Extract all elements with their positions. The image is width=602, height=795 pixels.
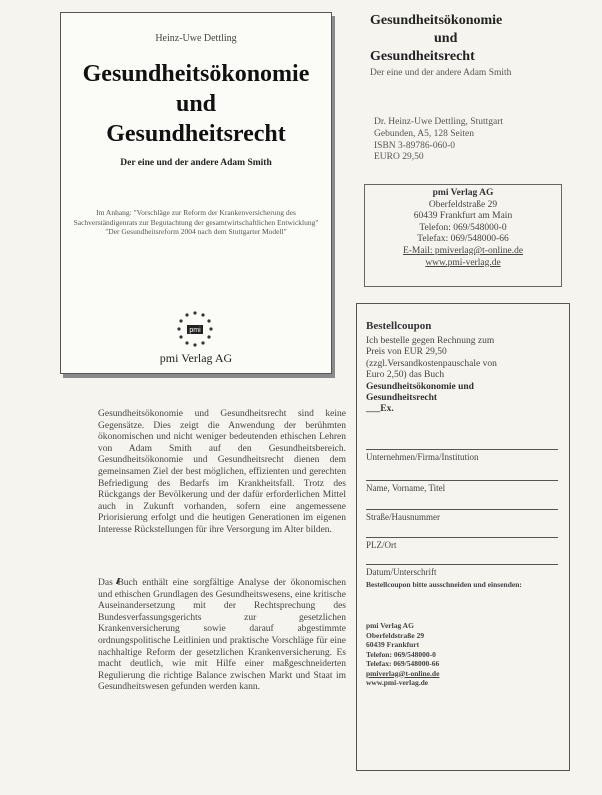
publisher-city: 60439 Frankfurt am Main xyxy=(413,211,513,222)
addr-city: 60439 Frankfurt xyxy=(366,640,420,649)
book-details xyxy=(374,117,594,164)
publisher-name: pmi Verlag AG xyxy=(432,188,494,198)
details-isbn: ISBN 3-89786-060-0 xyxy=(374,140,456,151)
details-price: EURO 29,50 xyxy=(374,152,424,163)
book-cover xyxy=(60,12,332,374)
coupon-text-line: Ich bestelle gegen Rechnung zum xyxy=(366,336,495,346)
heading-title-line1: Gesundheitsökonomie xyxy=(370,13,503,28)
heading-title-line2: und xyxy=(434,31,458,46)
details-author: Dr. Heinz-Uwe Dettling, Stuttgart xyxy=(374,117,504,127)
coupon-text-line: Euro 2,50) das Buch xyxy=(366,370,445,381)
cover-author: Heinz-Uwe Dettling xyxy=(155,33,237,44)
addr-phone: Telefon: 069/548000-0 xyxy=(366,649,436,659)
coupon-return-address xyxy=(366,621,562,688)
publisher-contact-box xyxy=(364,184,562,287)
body-paragraph-1: Gesundheitsökonomie und Gesundheitsrecht sind keine Gegensätze. Dies zeigt die Anwendung der berühmten ökonomischen und nicht weniger bedeutenden ethischen Lehren von Adam Smith auf den Gesundheitsbereich. Gesundheitsökonomie und Gesundheitsrecht dienen dem gemeinsamen Ziel der best möglichen, effizienten und gerechten Befriedigung des Bedarfs im Krankheitsfall. Trotz des Rückgangs der Bevölkerung und der dafür erforderlichen Mittel auch in Zukunft vorhanden, sofern eine angemessene Priorisierung erfolgt und die heutigen Generationen im eigenen Interesse Rückstellungen für ihre Versorgung im Alter bilden. xyxy=(98,409,346,535)
coupon-instructions: Bestellcoupon bitte ausschneiden und einsenden: xyxy=(366,580,522,589)
coupon-text-line: (zzgl.Versandkostenpauschale von xyxy=(366,358,497,369)
zip-city-field[interactable]: PLZ/Ort xyxy=(366,537,558,550)
book-heading xyxy=(370,12,592,79)
details-binding: Gebunden, A5, 128 Seiten xyxy=(374,128,475,139)
publisher-phone: Telefon: 069/548000-0 xyxy=(419,222,507,233)
publisher-logo-icon xyxy=(175,309,215,349)
name-field[interactable]: Name, Vorname, Titel xyxy=(366,480,558,493)
addr-email-link[interactable]: pmiverlag@t-online.de xyxy=(366,668,440,678)
coupon-quantity-field[interactable]: ___Ex. xyxy=(366,404,394,415)
cover-subtitle: Der eine und der andere Adam Smith xyxy=(120,158,272,168)
addr-web[interactable]: www.pmi-verlag.de xyxy=(366,678,429,687)
publisher-street: Oberfeldstraße 29 xyxy=(428,199,498,210)
coupon-text-line: Preis von EUR 29,50 xyxy=(366,347,447,358)
signature-field[interactable]: Datum/Unterschrift xyxy=(366,564,558,577)
publisher-web-link[interactable]: www.pmi-verlag.de xyxy=(425,257,501,268)
cover-title-line2: und xyxy=(175,91,217,117)
coupon-book-title: Gesundheitsökonomie und xyxy=(366,381,474,392)
cover-title-line3: Gesundheitsrecht xyxy=(106,121,286,147)
logo-text: pmi xyxy=(189,327,201,334)
heading-subtitle: Der eine und der andere Adam Smith xyxy=(370,68,512,78)
street-field[interactable]: Straße/Hausnummer xyxy=(366,509,558,522)
coupon-book-title: Gesundheitsrecht xyxy=(366,393,438,404)
addr-street: Oberfeldstraße 29 xyxy=(366,630,425,640)
cover-appendix: Im Anhang: "Vorschläge zur Reform der Krankenversicherung des Sachverständigenrats zur Begutachtung der gesamtwirtschaftlichen Entwicklung" "Der Gesundheitsreform 2004 nach dem Stuttgarter Modell" xyxy=(73,208,319,237)
publisher-fax: Telefax: 069/548000-66 xyxy=(417,234,509,245)
heading-title-line3: Gesundheitsrecht xyxy=(370,49,475,64)
order-coupon xyxy=(356,303,570,771)
coupon-title: Bestellcoupon xyxy=(366,320,432,332)
addr-fax: Telefax: 069/548000-66 xyxy=(366,659,440,668)
company-field[interactable]: Unternehmen/Firma/Institution xyxy=(366,449,558,462)
publisher-email-link[interactable]: E-Mail: pmiverlag@t-online.de xyxy=(402,245,524,256)
body-paragraph-2: Das Buch enthält eine sorgfältige Analyse der ökonomischen und ethischen Grundlagen des Gesundheitswesens, eine kritische Auseinandersetzung mit der Rechtsprechung des Bundesverfassungsgerichts zur gesetzlichen Krankenversicherung sowie darauf abgestimmte ordnungspolitische Leitlinien und praktische Vorschläge für eine nachhaltige Reform der gesetzlichen Krankenversicherung. Es macht deutlich, wie mit Hilfe einer maßgeschneiderten Regulierung die richtige Balance zwischen Markt und Staat im Gesundheitswesen gefunden werden kann. xyxy=(98,578,346,693)
cover-title-line1: Gesundheitsökonomie xyxy=(82,61,310,87)
coupon-order-text xyxy=(366,336,566,416)
addr-name: pmi Verlag AG xyxy=(366,621,414,630)
cover-publisher: pmi Verlag AG xyxy=(159,351,233,365)
